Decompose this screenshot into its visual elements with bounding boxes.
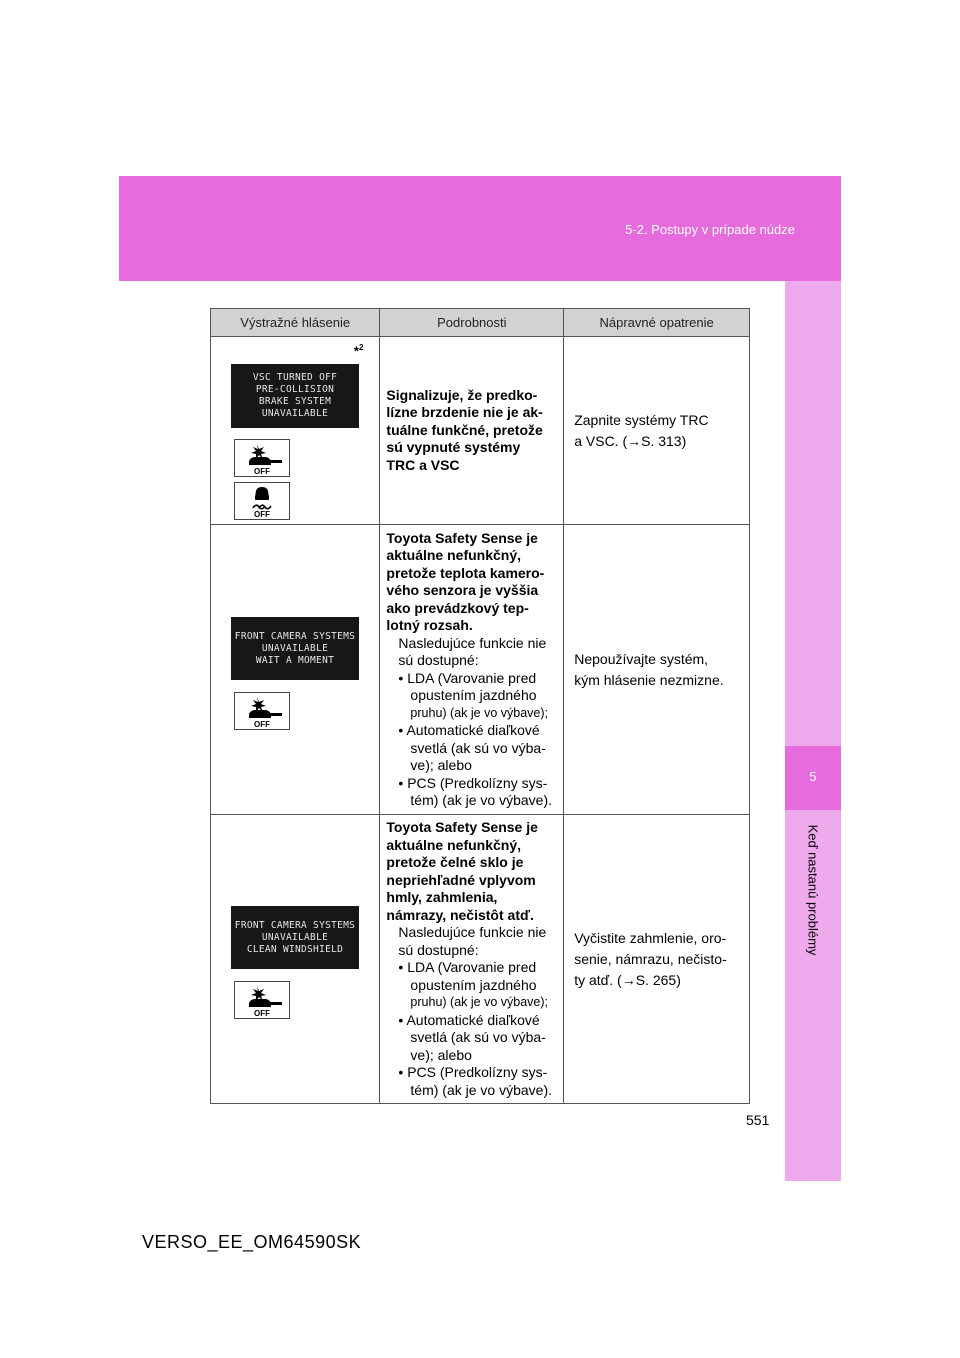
details-cell: Toyota Safety Sense je aktuálne nefunkčný, pretože teplota kamero- vého senzora je vyššia ako prevádzkový tep- lotný rozsah. Nasledujúce funkcie nie sú dostupné: • LDA (Varovanie pred opustením jazdného pruhu) (ak je vo výbave); • Automatické diaľkové svetlá (ak sú vo výba- ve); alebo • PCS (Predkolízny sys- tém) (ak je vo výbave).	[380, 525, 564, 815]
svg-text:OFF: OFF	[254, 510, 270, 519]
svg-text:OFF: OFF	[254, 720, 270, 729]
details-cell: Signalizuje, že predko- lízne brzdenie nie je ak- tuálne funkčné, pretože sú vypnuté systémy TRC a VSC	[380, 337, 564, 525]
side-tab	[785, 281, 841, 1181]
action-cell: Zapnite systémy TRC a VSC. (→S. 313)	[564, 337, 750, 525]
action-cell: Vyčistite zahmlenie, oro- senie, námrazu, nečisto- ty atď. (→S. 265)	[564, 815, 750, 1104]
warning-table	[210, 308, 750, 1104]
side-tab-chapter-number: 5	[785, 746, 841, 810]
details-cell: Toyota Safety Sense je aktuálne nefunkčný, pretože čelné sklo je nepriehľadné vplyvom hmly, zahmlenia, námrazy, nečistôt atď. Nasledujúce funkcie nie sú dostupné: • LDA (Varovanie pred opustením jazdného pruhu) (ak je vo výbave); • Automatické diaľkové svetlá (ak sú vo výba- ve); alebo • PCS (Predkolízny sys- tém) (ak je vo výbave).	[380, 815, 564, 1104]
warning-message-cell	[211, 815, 380, 1104]
page-number: 551	[746, 1112, 770, 1128]
pcs-off-icon	[234, 692, 290, 730]
pcs-off-icon	[234, 981, 290, 1019]
document-code: VERSO_EE_OM64590SK	[142, 1232, 362, 1252]
display-screen: VSC TURNED OFF PRE-COLLISION BRAKE SYSTEM UNAVAILABLE	[231, 364, 359, 428]
display-screen: FRONT CAMERA SYSTEMS UNAVAILABLE WAIT A MOMENT	[231, 617, 359, 680]
table-row	[211, 337, 750, 525]
table-row	[211, 525, 750, 815]
warning-message-cell	[211, 337, 380, 525]
side-tab-chapter-label: Keď nastanú problémy	[805, 824, 821, 956]
table-header-row	[211, 309, 750, 337]
column-header: Nápravné opatrenie	[564, 309, 750, 337]
header-band	[119, 176, 841, 281]
svg-text:OFF: OFF	[254, 1009, 270, 1018]
pcs-off-icon	[234, 439, 290, 477]
table-row	[211, 815, 750, 1104]
column-header: Výstražné hlásenie	[211, 309, 380, 337]
svg-text:OFF: OFF	[254, 467, 270, 476]
vsc-off-icon	[234, 482, 290, 520]
section-title: 5-2. Postupy v prípade núdze	[625, 222, 795, 237]
footnote-marker: *$^2$	[353, 343, 364, 359]
action-cell: Nepoužívajte systém, kým hlásenie nezmizne.	[564, 525, 750, 815]
warning-message-cell	[211, 525, 380, 815]
column-header: Podrobnosti	[380, 309, 564, 337]
display-screen: FRONT CAMERA SYSTEMS UNAVAILABLE CLEAN WINDSHIELD	[231, 906, 359, 969]
